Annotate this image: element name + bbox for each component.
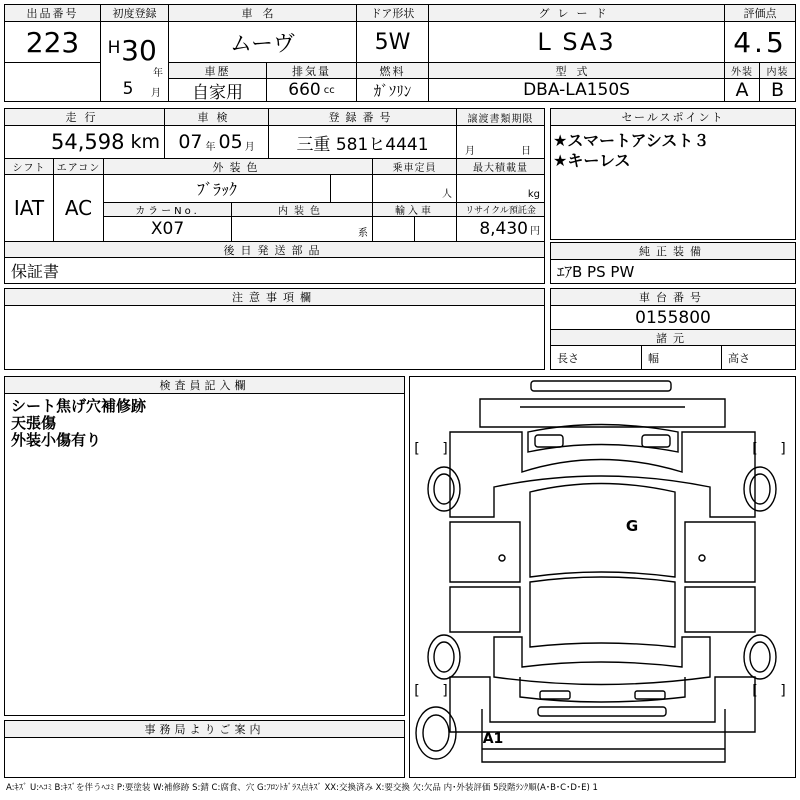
sales-point-item: ★スマートアシスト３ bbox=[553, 131, 710, 150]
displacement-unit: cc bbox=[323, 84, 335, 96]
lot-number: 223 bbox=[5, 22, 101, 62]
damage-mark-a1: A1 bbox=[482, 731, 504, 747]
ac: AC bbox=[54, 175, 104, 241]
inspection-month-unit: 月 bbox=[244, 141, 255, 153]
import-label: 輸入車 bbox=[373, 203, 457, 217]
car-outline-diagram bbox=[410, 377, 795, 777]
plate-label: 登録番号 bbox=[269, 109, 457, 126]
mileage-unit: km bbox=[130, 131, 160, 153]
int-color-unit: 系 bbox=[232, 217, 373, 241]
inspector-label: 検査員記入欄 bbox=[5, 377, 404, 394]
inspection-label: 車検 bbox=[165, 109, 269, 126]
inspector-note: シート焦げ穴補修跡 bbox=[11, 397, 147, 415]
model-label: 型式 bbox=[429, 62, 725, 79]
chassis-number: 0155800 bbox=[551, 306, 795, 330]
displacement: 660 bbox=[288, 80, 321, 100]
sales-points-block bbox=[550, 108, 796, 240]
later-parts: 保証書 bbox=[11, 262, 60, 281]
score-label: 評価点 bbox=[725, 5, 795, 22]
grade-label: グレード bbox=[429, 5, 725, 22]
car-damage-diagram bbox=[409, 376, 796, 778]
bracket-left-upper-close: ] bbox=[442, 441, 448, 457]
transfer-month-unit: 月 bbox=[465, 145, 475, 155]
door-type: 5W bbox=[357, 22, 429, 62]
inspector-block bbox=[4, 376, 405, 716]
car-name: ムーヴ bbox=[169, 22, 357, 62]
import-cell-b bbox=[415, 217, 457, 241]
dims-width: 幅 bbox=[642, 346, 722, 369]
displacement-cell bbox=[267, 79, 357, 101]
sales-points-list bbox=[553, 131, 709, 171]
inspection-month: 05 bbox=[218, 131, 243, 153]
office-label: 事務局よりご案内 bbox=[5, 721, 404, 738]
bracket-left-lower: [ bbox=[414, 683, 420, 699]
legend: A:ｷｽﾞ U:ﾍｺﾐ B:ｷｽﾞを伴うﾍｺﾐ P:要塗装 W:補修跡 S:錆 C:腐食、穴 G:ﾌﾛﾝﾄｶﾞﾗｽ点ｷｽﾞ XX:交換済み X:要交換 欠:欠品 内･外装評価 5段階ﾗﾝｸ順(A･B･C･D･E) 1 bbox=[6, 783, 598, 793]
damage-mark-g: G bbox=[625, 517, 639, 535]
first-reg-month: 5 bbox=[122, 79, 134, 99]
equipment-block bbox=[550, 242, 796, 284]
door-label: ドア形状 bbox=[357, 5, 429, 22]
recycle: 8,430 bbox=[479, 219, 528, 239]
mileage: 54,598 bbox=[51, 130, 125, 154]
first-reg-label: 初度登録 bbox=[101, 5, 169, 22]
history: 自家用 bbox=[169, 79, 267, 101]
capacity-label: 乗車定員 bbox=[373, 158, 457, 175]
first-reg-year: 30 bbox=[121, 33, 157, 67]
inspection-cell bbox=[165, 126, 269, 158]
dims-label: 諸元 bbox=[551, 330, 795, 346]
inspection-year: 07 bbox=[178, 131, 203, 153]
import-cell-a bbox=[373, 217, 415, 241]
int-label: 内装 bbox=[760, 62, 795, 79]
bracket-right-upper: [ bbox=[752, 441, 758, 457]
inspector-note: 天張傷 bbox=[11, 414, 57, 432]
chassis-label: 車台番号 bbox=[551, 289, 795, 306]
ext-color-label: 外装色 bbox=[104, 158, 373, 175]
color-no-label: カラーNo. bbox=[104, 203, 232, 217]
detail-block bbox=[4, 108, 545, 284]
ext-label: 外装 bbox=[725, 62, 760, 79]
dims-height: 高さ bbox=[728, 351, 750, 365]
caution-label: 注意事項欄 bbox=[5, 289, 544, 306]
lot-blank bbox=[5, 62, 101, 101]
history-label: 車歴 bbox=[169, 62, 267, 79]
first-reg-month-unit: 月 bbox=[151, 87, 161, 97]
mileage-cell bbox=[5, 126, 165, 158]
later-parts-label: 後日発送部品 bbox=[5, 241, 544, 258]
fuel: ｶﾞｿﾘﾝ bbox=[357, 79, 429, 101]
ext-grade: A bbox=[725, 79, 760, 101]
load-label: 最大積載量 bbox=[457, 158, 544, 175]
bracket-right-upper-close: ] bbox=[780, 441, 786, 457]
mileage-label: 走行 bbox=[5, 109, 165, 126]
shift-label: シフト bbox=[5, 158, 54, 175]
dims-length: 長さ bbox=[551, 346, 642, 369]
chassis-block bbox=[550, 288, 796, 370]
lot-label: 出品番号 bbox=[5, 5, 101, 22]
car-name-label: 車名 bbox=[169, 5, 357, 22]
first-reg-year-unit: 年 bbox=[153, 67, 163, 77]
first-reg-era: H bbox=[107, 38, 121, 58]
recycle-cell bbox=[457, 217, 544, 241]
model: DBA-LA150S bbox=[429, 79, 725, 101]
plate: 三重 581ヒ4441 bbox=[269, 126, 457, 158]
bracket-right-lower: [ bbox=[752, 683, 758, 699]
color-no: X07 bbox=[104, 217, 232, 241]
grade: L SA3 bbox=[429, 22, 725, 62]
bracket-left-lower-close: ] bbox=[442, 683, 448, 699]
sales-points-label: セールスポイント bbox=[551, 109, 795, 126]
inspector-notes bbox=[11, 398, 146, 449]
int-grade: B bbox=[770, 79, 785, 101]
inspector-note: 外装小傷有り bbox=[11, 431, 102, 449]
int-color-label: 内装色 bbox=[232, 203, 373, 217]
bracket-right-lower-close: ] bbox=[780, 683, 786, 699]
caution-block bbox=[4, 288, 545, 370]
ext-color: ﾌﾞﾗｯｸ bbox=[104, 175, 330, 203]
office-block bbox=[4, 720, 405, 778]
transfer-label: 譲渡書類期限 bbox=[457, 109, 544, 126]
header-block bbox=[4, 4, 796, 102]
transfer-day-unit: 日 bbox=[521, 145, 531, 155]
recycle-unit: 円 bbox=[530, 225, 540, 237]
bracket-left-upper: [ bbox=[414, 441, 420, 457]
equipment-label: 純正装備 bbox=[551, 243, 795, 260]
displacement-label: 排気量 bbox=[267, 62, 357, 79]
shift: IAT bbox=[5, 175, 54, 241]
ext-color-sub bbox=[330, 175, 373, 203]
capacity-unit: 人 bbox=[373, 175, 457, 203]
ac-label: エアコン bbox=[54, 158, 104, 175]
recycle-label: リサイクル預託金 bbox=[457, 203, 544, 217]
fuel-label: 燃料 bbox=[357, 62, 429, 79]
score: 4.5 bbox=[733, 25, 787, 59]
inspection-year-unit: 年 bbox=[205, 141, 216, 153]
equipment: ｴｱB PS PW bbox=[557, 263, 635, 281]
sales-point-item: ★キーレス bbox=[553, 151, 631, 170]
load-unit: kg bbox=[457, 175, 544, 203]
